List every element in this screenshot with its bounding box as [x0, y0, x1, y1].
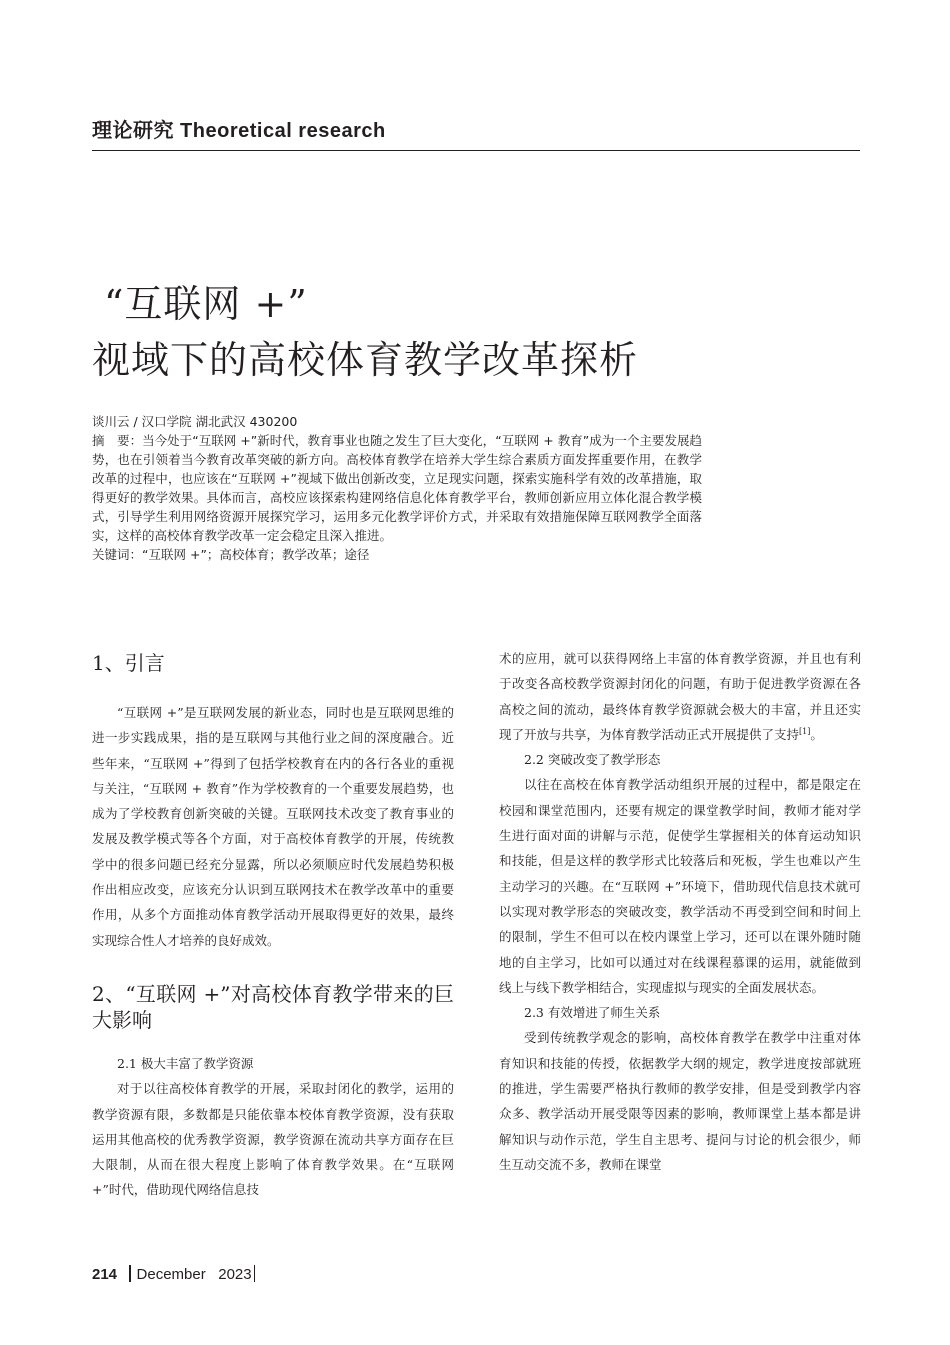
- page-footer: [92, 1265, 255, 1283]
- subsection-2-1-paragraph-cont: [499, 646, 861, 747]
- title-line-1: “互联网 +”: [104, 282, 308, 326]
- article-title: [92, 276, 638, 388]
- subsection-2-1-heading: 2.1 极大丰富了教学资源: [117, 1055, 254, 1071]
- subsection-2-2-paragraph: 以往在高校在体育教学活动组织开展的过程中，都是限定在校园和课堂范围内，还要有规定的课堂教学时间，教师才能对学生进行面对面的讲解与示范，促使学生掌握相关的体育运动知识和技能，但是这样的教学形式比较落后和死板，学生也难以产生主动学习的兴趣。在“互联网 +”环境下，借助现代信息技术就可以实现对教学形态的突破改变，教学活动不再受到空间和时间上的限制，学生不但可以在校内课堂上学习，还可以在课外随时随地的自主学习，比如可以通过对在线课程慕课的运用，就能做到线上与线下教学相结合，实现虚拟与现实的全面发展状态。: [499, 777, 861, 995]
- header-rule: [92, 150, 860, 151]
- keywords-text: “互联网 +”；高校体育；教学改革；途径: [142, 547, 370, 562]
- footer-year: 2023: [218, 1266, 252, 1283]
- article-meta: [92, 412, 702, 564]
- subsection-2-3-paragraph: 受到传统教学观念的影响，高校体育教学在教学中注重对体育知识和技能的传授，依据教学大纲的规定，教学进度按部就班的推进，学生需要严格执行教师的教学安排，但是受到教学内容众多、教学活动开展受限等因素的影响，教师课堂上基本都是讲解知识与动作示范，学生自主思考、提问与讨论的机会很少，师生互动交流不多，教师在课堂: [499, 1030, 861, 1172]
- title-line-2: 视域下的高校体育教学改革探析: [92, 338, 639, 382]
- paragraph-text: 术的应用，就可以获得网络上丰富的体育教学资源，并且也有利于改变各高校教学资源封闭化的问题，有助于促进教学资源在各高校之间的流动，最终体育教学资源就会极大的丰富，并且还实现了开放与共享，为体育教学活动正式开展提供了支持: [499, 651, 861, 742]
- section-1-paragraph: “互联网 +”是互联网发展的新业态，同时也是互联网思维的进一步实践成果，指的是互联网与其他行业之间的深度融合。近些年来，“互联网 +”得到了包括学校教育在内的各行各业的重视与关注，“互联网 + 教育”作为学校教育的一个重要发展趋势，也成为了学校教育创新突破的关键。互联网技术改变了教育事业的发展及教学模式等各个方面，对于高校体育教学的开展，传统教学中的很多问题已经充分显露，所以必须顺应时代发展趋势积极作出相应改变，应该充分认识到互联网技术在教学改革中的重要作用，从多个方面推动体育教学活动开展取得更好的效果，最终实现综合性人才培养的良好成效。: [92, 705, 454, 948]
- section-header: 理论研究 Theoretical research: [92, 120, 386, 142]
- footer-divider-end: [254, 1265, 256, 1282]
- footer-month: December: [136, 1266, 206, 1283]
- footer-divider: [129, 1265, 131, 1282]
- keywords-label: 关键词：: [92, 547, 143, 562]
- section-1-heading: 1、引言: [92, 651, 165, 675]
- left-column: [92, 650, 454, 1203]
- subsection-2-2-heading: 2.2 突破改变了教学形态: [524, 752, 661, 768]
- subsection-2-3-heading: 2.3 有效增进了师生关系: [524, 1005, 661, 1021]
- abstract-label: 摘 要：: [92, 433, 143, 448]
- subsection-2-1-paragraph: 对于以往高校体育教学的开展，采取封闭化的教学，运用的教学资源有限，多数都是只能依靠本校体育教学资源，没有获取运用其他高校的优秀教学资源，教学资源在流动共享方面存在巨大限制，从而在很大程度上影响了体育教学效果。在“互联网 +”时代，借助现代网络信息技: [92, 1081, 454, 1198]
- page-number: 214: [92, 1266, 118, 1283]
- keywords: [92, 545, 702, 564]
- abstract: [92, 431, 702, 545]
- section-2-heading: 2、“互联网 +”对高校体育教学带来的巨大影响: [92, 981, 454, 1032]
- right-column: [499, 646, 861, 1177]
- author-line: 谈川云 / 汉口学院 湖北武汉 430200: [92, 414, 298, 429]
- citation-ref: [1]: [799, 726, 811, 736]
- abstract-text: 当今处于“互联网 +”新时代，教育事业也随之发生了巨大变化，“互联网 + 教育”成为一个主要发展趋势，也在引领着当今教育改革突破的新方向。高校体育教学在培养大学生综合素质方面发挥重要作用，在教学改革的过程中，也应该在“互联网 +”视域下做出创新改变，立足现实问题，探索实施科学有效的改革措施，取得更好的教学效果。具体而言，高校应该探索构建网络信息化体育教学平台，教师创新应用立体化混合教学模式，引导学生利用网络资源开展探究学习，运用多元化教学评价方式，并采取有效措施保障互联网教学全面落实，这样的高校体育教学改革一定会稳定且深入推进。: [92, 433, 702, 543]
- paragraph-end: 。: [810, 726, 823, 742]
